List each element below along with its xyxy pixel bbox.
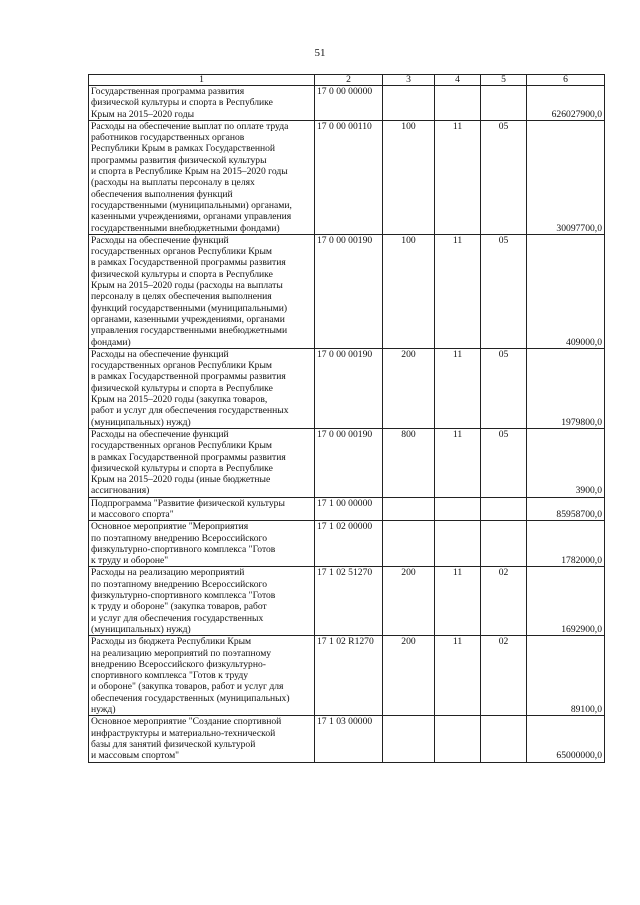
header-col-2: 2 xyxy=(315,75,383,86)
cell-name: Расходы на обеспечение функций государственных органов Республики Крым в рамках Государственной программы развития физической культуры и спорта в Республике Крым на 2015–2020 годы (закупка товаров, работ и услуг для обеспечения государственных (муниципальных) нужд) xyxy=(89,348,315,428)
cell-name: Расходы на реализацию мероприятий по поэтапному внедрению Всероссийского физкультурно-спортивного комплекса "Готов к труду и обороне" (закупка товаров, работ и услуг для обеспечения государственных (муниципальных) нужд) xyxy=(89,567,315,636)
cell-name: Основное мероприятие "Мероприятия по поэтапному внедрению Всероссийского физкультурно-спортивного комплекса "Готов к труду и обороне" xyxy=(89,521,315,567)
cell-subsection xyxy=(481,497,527,521)
header-col-3: 3 xyxy=(383,75,435,86)
cell-expense-type: 100 xyxy=(383,120,435,234)
header-col-6: 6 xyxy=(527,75,605,86)
cell-expense-type: 100 xyxy=(383,234,435,348)
cell-subsection: 05 xyxy=(481,348,527,428)
table-row xyxy=(89,234,605,348)
cell-name: Расходы из бюджета Республики Крым на реализацию мероприятий по поэтапному внедрению Всероссийского физкультурно- спортивного комплекса "Готов к труду и обороне" (закупка товаров, работ и услуг для обеспечения государственных (муниципальных) нужд) xyxy=(89,636,315,716)
cell-name: Расходы на обеспечение функций государственных органов Республики Крым в рамках Государственной программы развития физической культуры и спорта в Республике Крым на 2015–2020 годы (иные бюджетные ассигнования) xyxy=(89,428,315,497)
cell-expense-type: 200 xyxy=(383,348,435,428)
cell-name: Расходы на обеспечение выплат по оплате труда работников государственных органов Республики Крым в рамках Государственной программы развития физической культуры и спорта в Республике Крым на 2015–2020 годы (расходы на выплаты персоналу в целях обеспечения выполнения функций государственными (муниципальными) органами, казенными учреждениями, органами управления государственными внебюджетными фондами) xyxy=(89,120,315,234)
cell-code: 17 1 00 00000 xyxy=(315,497,383,521)
table-row xyxy=(89,636,605,716)
cell-section: 11 xyxy=(435,234,481,348)
cell-expense-type: 200 xyxy=(383,567,435,636)
cell-code: 17 1 02 51270 xyxy=(315,567,383,636)
cell-subsection: 05 xyxy=(481,120,527,234)
cell-amount: 1692900,0 xyxy=(527,567,605,636)
cell-section: 11 xyxy=(435,428,481,497)
cell-section: 11 xyxy=(435,348,481,428)
header-col-4: 4 xyxy=(435,75,481,86)
cell-amount: 409000,0 xyxy=(527,234,605,348)
cell-code: 17 0 00 00000 xyxy=(315,86,383,121)
table-row xyxy=(89,521,605,567)
table-row xyxy=(89,567,605,636)
cell-amount: 1782000,0 xyxy=(527,521,605,567)
cell-amount: 1979800,0 xyxy=(527,348,605,428)
cell-section: 11 xyxy=(435,120,481,234)
cell-subsection xyxy=(481,521,527,567)
cell-code: 17 1 03 00000 xyxy=(315,716,383,762)
cell-subsection: 05 xyxy=(481,428,527,497)
cell-subsection: 05 xyxy=(481,234,527,348)
cell-amount: 3900,0 xyxy=(527,428,605,497)
cell-name: Расходы на обеспечение функций государственных органов Республики Крым в рамках Государственной программы развития физической культуры и спорта в Республике Крым на 2015–2020 годы (расходы на выплаты персоналу в целях обеспечения выполнения функций государственными (муниципальными) органами, казенными учреждениями, органами управления государственными внебюджетными фондами) xyxy=(89,234,315,348)
page-number: 51 xyxy=(314,47,326,59)
table-row xyxy=(89,428,605,497)
cell-code: 17 1 02 00000 xyxy=(315,521,383,567)
table-row xyxy=(89,86,605,121)
cell-amount: 89100,0 xyxy=(527,636,605,716)
cell-section xyxy=(435,497,481,521)
table-row xyxy=(89,348,605,428)
cell-subsection xyxy=(481,716,527,762)
table-row xyxy=(89,497,605,521)
cell-amount: 626027900,0 xyxy=(527,86,605,121)
cell-code: 17 1 02 R1270 xyxy=(315,636,383,716)
cell-section xyxy=(435,521,481,567)
table-header-row xyxy=(89,75,605,86)
header-col-1: 1 xyxy=(89,75,315,86)
cell-expense-type xyxy=(383,716,435,762)
cell-subsection xyxy=(481,86,527,121)
cell-expense-type: 200 xyxy=(383,636,435,716)
cell-subsection: 02 xyxy=(481,567,527,636)
cell-expense-type xyxy=(383,521,435,567)
cell-subsection: 02 xyxy=(481,636,527,716)
cell-expense-type: 800 xyxy=(383,428,435,497)
cell-name: Государственная программа развития физической культуры и спорта в Республике Крым на 2015–2020 годы xyxy=(89,86,315,121)
cell-expense-type xyxy=(383,497,435,521)
cell-code: 17 0 00 00190 xyxy=(315,428,383,497)
table-row xyxy=(89,716,605,762)
cell-code: 17 0 00 00190 xyxy=(315,348,383,428)
cell-section xyxy=(435,716,481,762)
cell-code: 17 0 00 00110 xyxy=(315,120,383,234)
cell-section: 11 xyxy=(435,636,481,716)
cell-expense-type xyxy=(383,86,435,121)
table-row xyxy=(89,120,605,234)
cell-amount: 65000000,0 xyxy=(527,716,605,762)
cell-name: Основное мероприятие "Создание спортивной инфраструктуры и материально-технической базы для занятий физической культурой и массовым спортом" xyxy=(89,716,315,762)
budget-table xyxy=(88,74,605,763)
cell-amount: 85958700,0 xyxy=(527,497,605,521)
cell-section xyxy=(435,86,481,121)
cell-code: 17 0 00 00190 xyxy=(315,234,383,348)
cell-name: Подпрограмма "Развитие физической культуры и массового спорта" xyxy=(89,497,315,521)
cell-amount: 30097700,0 xyxy=(527,120,605,234)
header-col-5: 5 xyxy=(481,75,527,86)
cell-section: 11 xyxy=(435,567,481,636)
